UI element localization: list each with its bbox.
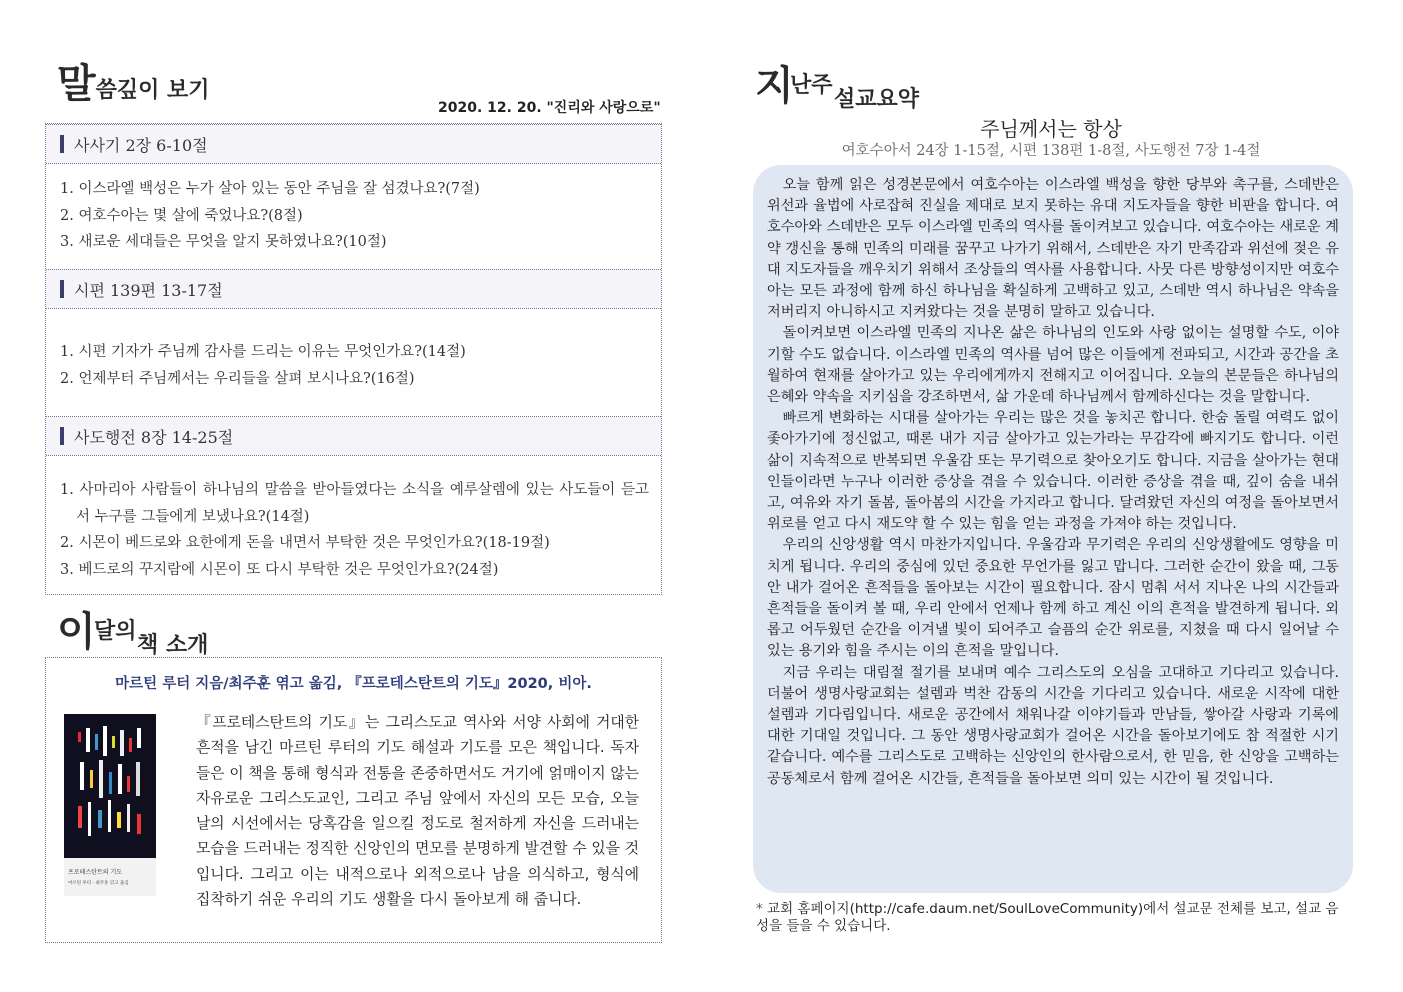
book-heading: 마르틴 루터 지음/최주훈 엮고 옮김, 『프로테스탄트의 기도』2020, 비아.	[115, 676, 592, 692]
header-bar	[60, 280, 64, 298]
passage-title: 사사기 2장 6-10절	[74, 135, 208, 155]
date-line: 2020. 12. 20. "진리와 사랑으로"	[438, 100, 661, 116]
passage-header-2	[46, 269, 661, 309]
section-heading-sermon	[755, 54, 794, 111]
sermon-paragraph: 지금 우리는 대림절 절기를 보내며 예수 그리스도의 오심을 고대하고 기다리고 있습니다. 더불어 생명사랑교회는 설렘과 벅찬 감동의 시간을 기다리고 있습니다. 새로운 시작에 대한 설렘과 기다림입니다. 새로운 공간에서 채워나갈 이야기들과 만남들, 쌓아갈 사랑과 기록에 대한 기대일 것입니다. 그 동안 생명사랑교회가 걸어온 시간을 돌아보기에도 참 적절한 시기 같습니다. 예수를 그리스도로 고백하는 신앙인의 한사람으로서, 한 믿음, 한 신앙을 고백하는 공동체로서 함께 걸어온 시간들, 흔적들을 돌아보면 의미 있는 시간이 될 것입니다.	[767, 664, 1339, 787]
question: 2. 여호수아는 몇 살에 죽었나요?(8절)	[60, 207, 303, 224]
book-box	[45, 657, 662, 943]
cover-bottom	[64, 858, 156, 896]
question-list-3	[60, 477, 649, 583]
section-heading-book	[57, 600, 96, 657]
heading-initial: 이	[57, 608, 96, 655]
passage-header-1	[46, 124, 661, 164]
sermon-paragraph: 돌이켜보면 이스라엘 민족의 지나온 삶은 하나님의 인도와 사랑 없이는 설명할 수도, 이야기할 수도 없습니다. 이스라엘 민족의 역사를 넘어 많은 이들에게 전파되고, 시간과 공간을 초월하여 현재를 살아가고 있는 우리에게까지 전해지고 이어집니다. 오늘의 본문들은 하나님의 은혜와 약속을 지키심을 강조하면서, 삶 가운데 하나님께서 함께하신다는 것을 말합니다.	[767, 325, 1339, 406]
sermon-reference: 여호수아서 24장 1-15절, 시편 138편 1-8절, 사도행전 7장 1-4절	[841, 143, 1261, 159]
book-cover-image	[64, 714, 156, 896]
book-description: 『프로테스탄트의 기도』는 그리스도교 역사와 서양 사회에 거대한 흔적을 남긴 마르틴 루터의 기도 해설과 기도를 모은 책입니다. 독자들은 이 책을 통해 형식과 전통을 존중하면서도 거기에 얽매이지 않는 자유로운 그리스도교인, 그리고 주님 앞에서 자신의 모든 모습, 오늘날의 시선에서는 당혹감을 일으킬 정도로 철저하게 자신을 드러내는 모습을 드러내는 정직한 신앙인의 면모를 분명하게 발견할 수 있을 것입니다. 그리고 이는 내적으로나 외적으로나 남을 의식하고, 형식에 집착하기 쉬운 우리의 기도 생활을 다시 돌아보게 해 줍니다.	[196, 714, 639, 909]
heading-sub-1: 난주	[790, 72, 833, 98]
heading-sub-2: 설교요약	[834, 86, 920, 112]
question-list-2	[60, 339, 649, 392]
header-bar	[60, 427, 64, 445]
sermon-paragraph: 오늘 함께 읽은 성경본문에서 여호수아는 이스라엘 백성을 향한 당부와 촉구를, 스데반은 위선과 율법에 사로잡혀 진실을 제대로 보지 못하는 유대 지도자들을 향한 비판을 합니다. 여호수아와 스데반은 모두 이스라엘 민족의 역사를 돌이켜보고 있습니다. 여호수아는 새로운 계약 갱신을 통해 민족의 미래를 꿈꾸고 나가기 위해서, 스데반은 자기 만족감과 위선에 젖은 유대 지도자들을 깨우치기 위해서 조상들의 역사를 사용합니다. 사뭇 다른 방향성이지만 여호수아는 모든 과정에 함께 하신 하나님을 확실하게 고백하고 있고, 스데반 역시 하나님은 약속을 저버리지 아니하시고 지켜왔다는 것을 분명히 말하고 있습니다.	[767, 177, 1339, 321]
note-asterisk: *	[756, 901, 763, 917]
cover-title: 프로테스탄트의 기도	[68, 869, 123, 876]
question: 2. 언제부터 주님께서는 우리들을 살펴 보시나요?(16절)	[60, 370, 415, 387]
question: 1. 사마리아 사람들이 하나님의 말씀을 받아들였다는 소식을 예루살렘에 있는 사도들이 듣고서 누구를 그들에게 보냈나요?(14절)	[60, 482, 649, 525]
heading-rest: 씀깊이 보기	[95, 77, 210, 103]
passage-title: 시편 139편 13-17절	[74, 280, 223, 300]
heading-initial: 말	[57, 60, 96, 107]
passage-title: 사도행전 8장 14-25절	[74, 427, 234, 447]
heading-sub-1: 달의	[94, 618, 137, 644]
question: 1. 시편 기자가 주님께 감사를 드리는 이유는 무엇인가요?(14절)	[60, 344, 466, 360]
heading-sub-2: 책 소개	[137, 632, 209, 658]
header-bar	[60, 135, 64, 153]
sermon-paragraph: 우리의 신앙생활 역시 마찬가지입니다. 우울감과 무기력은 우리의 신앙생활에도 영향을 미치게 됩니다. 우리의 중심에 있던 중요한 무언가를 잃고 맙니다. 그러한 순간이 왔을 때, 그동안 내가 걸어온 흔적들을 돌아보는 시간이 필요합니다. 잠시 멈춰 서서 지나온 나의 시간들과 흔적들을 돌이켜 볼 때, 우리 안에서 언제나 함께 하고 계신 이의 흔적을 발견하게 됩니다. 외롭고 어두웠던 순간을 이겨낼 빛이 되어주고 슬픔의 순간 위로를, 지쳤을 때 다시 일어날 수 있는 용기와 힘을 주시는 이의 흔적을 말입니다.	[767, 537, 1339, 660]
question: 1. 이스라엘 백성은 누가 살아 있는 동안 주님을 잘 섬겼나요?(7절)	[60, 181, 480, 197]
sermon-summary-box	[753, 165, 1353, 893]
website-note	[756, 901, 1346, 935]
question-list-1	[60, 176, 649, 256]
passage-header-3	[46, 416, 661, 456]
bible-study-box	[45, 123, 662, 595]
sermon-title: 주님께서는 항상	[980, 117, 1122, 141]
question: 2. 시몬이 베드로와 요한에게 돈을 내면서 부탁한 것은 무엇인가요?(18-19절)	[60, 535, 550, 551]
sermon-paragraph: 빠르게 변화하는 시대를 살아가는 우리는 많은 것을 놓치곤 합니다. 한숨 돌릴 여력도 없이 좇아가기에 정신없고, 때론 내가 지금 살아가고 있는가라는 무감각에 빠지기도 합니다. 이런 삶이 지속적으로 반복되면 우울감 또는 무기력으로 찾아오기도 합니다. 지금을 살아가는 현대인들이라면 누구나 이러한 증상을 겪을 수 있습니다. 이러한 증상을 겪을 때, 깊이 숨을 내쉬고, 여유와 자기 돌봄, 돌아봄의 시간을 가지라고 합니다. 달려왔던 자신의 여정을 돌아보면서 위로를 얻고 다시 재도약 할 수 있는 힘을 얻는 과정을 가져야 하는 것입니다.	[767, 410, 1339, 533]
question: 3. 새로운 세대들은 무엇을 알지 못하였나요?(10절)	[60, 234, 387, 250]
note-text: 교회 홈페이지(http://cafe.daum.net/SoulLoveCommunity)에서 설교문 전체를 보고, 설교 음성을 들을 수 있습니다.	[756, 901, 1339, 934]
question: 3. 베드로의 꾸지람에 시몬이 또 다시 부탁한 것은 무엇인가요?(24절)	[60, 561, 499, 578]
heading-initial: 지	[755, 62, 794, 109]
cover-subtitle: 마르틴 루터 · 최주훈 엮고 옮김	[68, 881, 129, 886]
section-heading-word-study	[57, 52, 210, 109]
